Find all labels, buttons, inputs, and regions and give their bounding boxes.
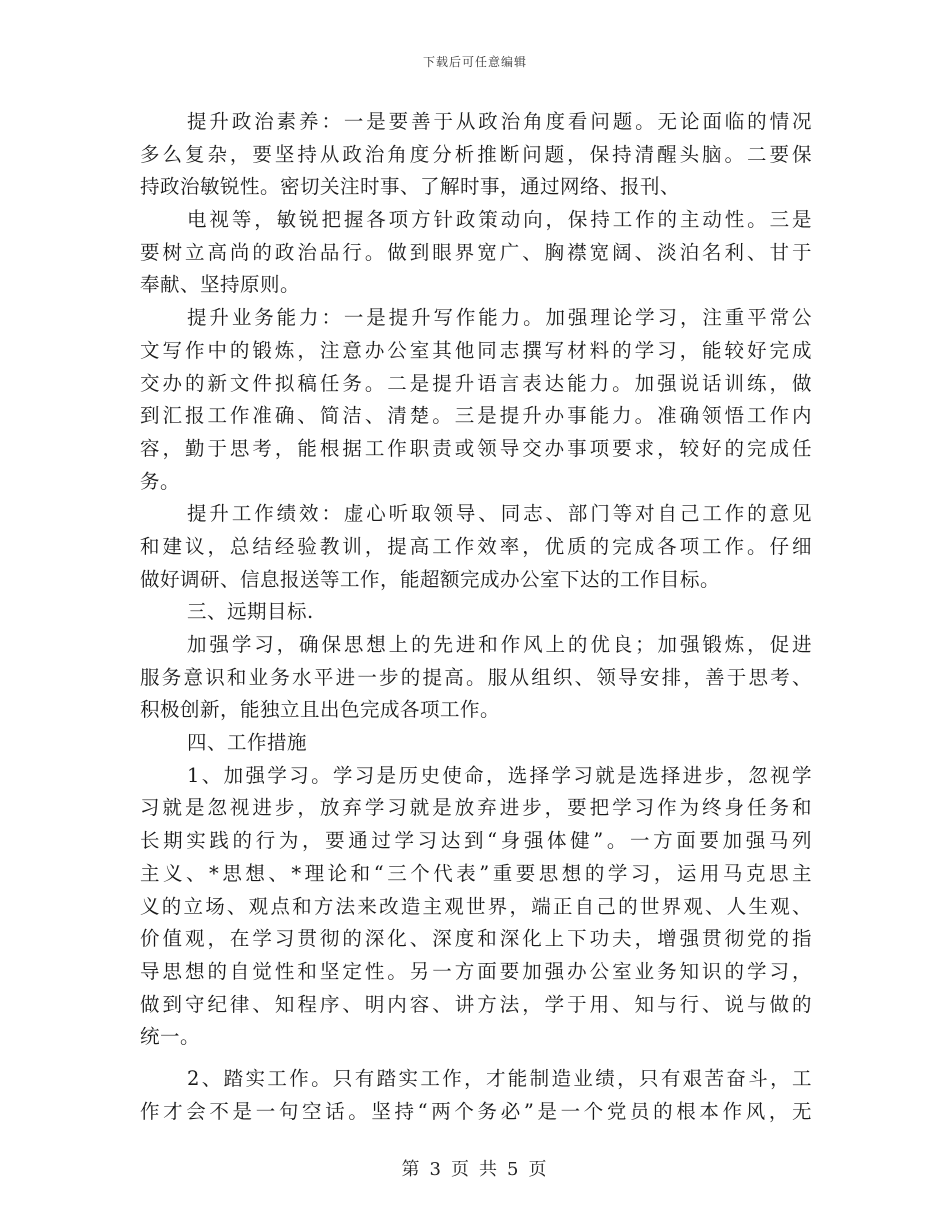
text-line: 到汇报工作准确、简洁、清楚。三是提升办事能力。准确领悟工作内 [140, 404, 812, 428]
text-line: 主义、*思想、*理论和“三个代表”重要思想的学习，运用马克思主 [140, 861, 812, 885]
text-line: 统一。 [140, 1025, 201, 1049]
footer-prefix: 第 [401, 1159, 422, 1180]
text-line: 电视等，敏锐把握各项方针政策动向，保持工作的主动性。三是 [187, 208, 812, 232]
text-line: 提升工作绩效：虚心听取领导、同志、部门等对自己工作的意见 [187, 502, 812, 526]
total-page-count: 5 [507, 1159, 521, 1180]
text-line: 三、远期目标. [187, 600, 314, 624]
text-line: 做好调研、信息报送等工作，能超额完成办公室下达的工作目标。 [140, 567, 721, 591]
text-line: 交办的新文件拟稿任务。二是提升语言表达能力。加强说话训练，做 [140, 371, 812, 395]
document-body [140, 106, 812, 1128]
text-line: 作才会不是一句空话。坚持“两个务必”是一个党员的根本作风，无 [140, 1099, 812, 1123]
page-header: 下载后可任意编辑 [422, 55, 527, 69]
text-line: 持政治敏锐性。密切关注时事、了解时事，通过网络、报刊、 [140, 175, 681, 199]
text-line: 积极创新，能独立且出色完成各项工作。 [140, 698, 501, 722]
text-line: 2、踏实工作。只有踏实工作，才能制造业绩，只有艰苦奋斗，工 [187, 1066, 812, 1090]
footer-total-label: 共 [479, 1159, 499, 1180]
text-line: 多么复杂，要坚持从政治角度分析推断问题，保持清醒头脑。二要保 [140, 142, 812, 166]
text-line: 要树立高尚的政治品行。做到眼界宽广、胸襟宽阔、淡泊名利、甘于 [140, 240, 812, 264]
footer-page-label: 页 [451, 1159, 471, 1180]
text-line: 提升政治素养：一是要善于从政治角度看问题。无论面临的情况 [187, 110, 812, 133]
text-line: 务。 [140, 469, 181, 493]
footer-page-label-2: 页 [528, 1159, 549, 1180]
text-line: 习就是忽视进步，放弃学习就是放弃进步，要把学习作为终身任务和 [140, 796, 812, 820]
text-line: 导思想的自觉性和坚定性。另一方面要加强办公室业务知识的学习， [140, 959, 812, 983]
text-line: 奉献、坚持原则。 [140, 273, 301, 297]
text-line: 和建议，总结经验教训，提高工作效率，优质的完成各项工作。仔细 [140, 534, 812, 558]
page-footer [0, 1155, 950, 1181]
text-line: 提升业务能力：一是提升写作能力。加强理论学习，注重平常公 [187, 306, 812, 330]
text-line: 1、加强学习。学习是历史使命，选择学习就是选择进步，忽视学 [187, 763, 812, 787]
text-line: 服务意识和业务水平进一步的提高。服从组织、领导安排，善于思考、 [140, 665, 812, 689]
text-line: 价值观，在学习贯彻的深化、深度和深化上下功夫，增强贯彻党的指 [140, 927, 812, 951]
current-page-number: 3 [429, 1159, 443, 1180]
text-line: 长期实践的行为，要通过学习达到“身强体健”。一方面要加强马列 [140, 829, 812, 853]
text-line: 义的立场、观点和方法来改造主观世界，端正自己的世界观、人生观、 [140, 894, 812, 918]
text-line: 文写作中的锻炼，注意办公室其他同志撰写材料的学习，能较好完成 [140, 338, 812, 362]
text-line: 容，勤于思考，能根据工作职责或领导交办事项要求，较好的完成任 [140, 436, 812, 460]
text-line: 做到守纪律、知程序、明内容、讲方法，学于用、知与行、说与做的 [140, 992, 812, 1016]
text-line: 加强学习，确保思想上的先进和作风上的优良；加强锻炼，促进 [187, 633, 812, 656]
text-line: 四、工作措施 [187, 731, 308, 755]
